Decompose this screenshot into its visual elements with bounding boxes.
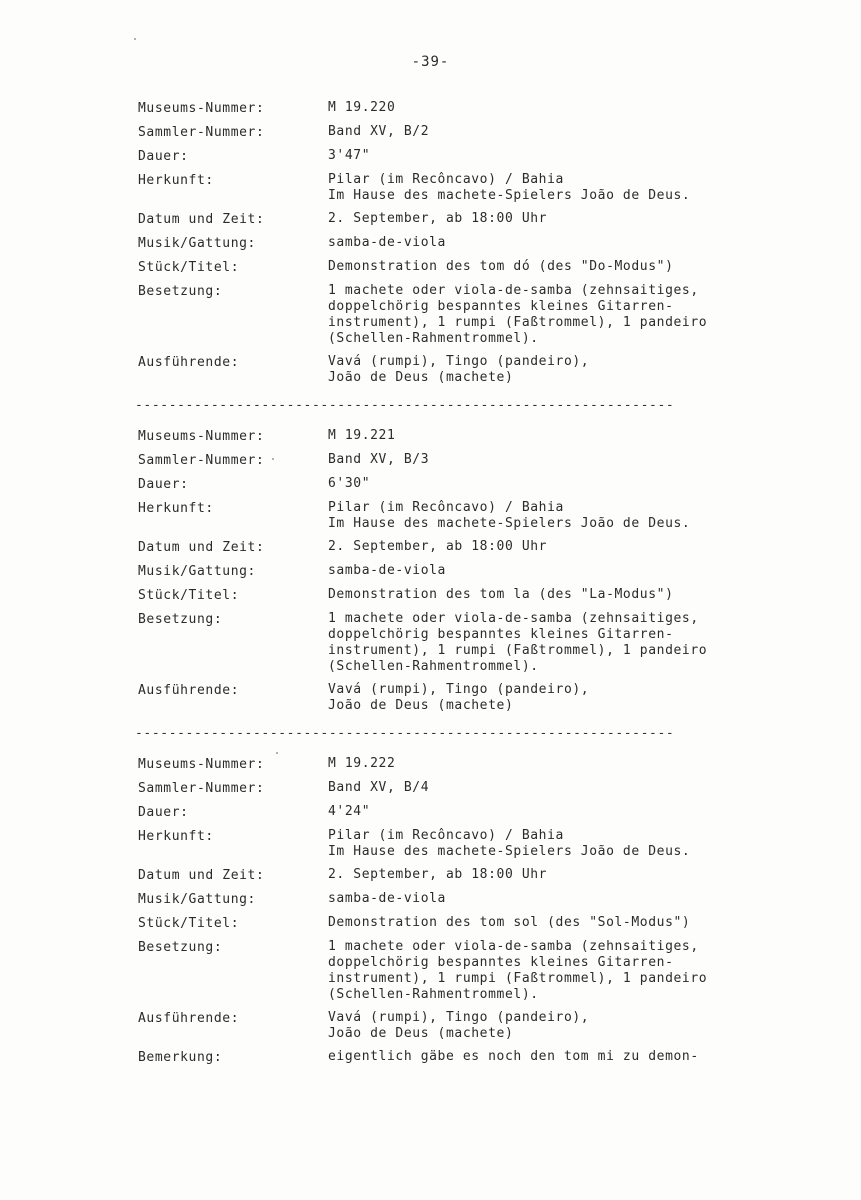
field-label: Musik/Gattung:: [138, 236, 256, 251]
sammler-nummer-value: Band XV, B/4: [328, 780, 430, 795]
besetzung-value: [328, 283, 818, 347]
field-row-besetzung: [138, 611, 818, 675]
field-label: Herkunft:: [138, 829, 214, 844]
sammler-nummer-value: Band XV, B/2: [328, 124, 430, 139]
besetzung-line: instrument), 1 rumpi (Faßtrommel), 1 pandeiro: [328, 643, 708, 658]
besetzung-line: (Schellen-Rahmentrommel).: [328, 331, 539, 346]
ausfuehrende-line: João de Deus (machete): [328, 1026, 514, 1041]
besetzung-line: doppelchörig bespanntes kleines Gitarren-: [328, 955, 674, 970]
herkunft-line: Im Hause des machete-Spielers João de Deus.: [328, 844, 691, 859]
ausfuehrende-value: [328, 682, 818, 714]
field-label: Datum und Zeit:: [138, 540, 265, 555]
besetzung-line: (Schellen-Rahmentrommel).: [328, 987, 539, 1002]
field-label: Museums-Nummer:: [138, 101, 265, 116]
field-row-stueck-titel: [138, 587, 818, 604]
datum-zeit-value: 2. September, ab 18:00 Uhr: [328, 211, 548, 226]
field-row-besetzung: [138, 283, 818, 347]
field-row-datum-zeit: [138, 867, 818, 884]
dauer-value: 4'24": [328, 804, 371, 819]
field-row-herkunft: [138, 828, 818, 860]
field-row-bemerkung: [138, 1049, 818, 1066]
herkunft-line: Pilar (im Recôncavo) / Bahia: [328, 500, 564, 515]
field-row-musik-gattung: [138, 563, 818, 580]
musik-gattung-value: samba-de-viola: [328, 563, 446, 578]
field-label: Besetzung:: [138, 284, 223, 299]
herkunft-value: [328, 828, 818, 860]
field-label: Besetzung:: [138, 940, 223, 955]
field-label: Sammler-Nummer:: [138, 453, 265, 468]
sammler-nummer-value: Band XV, B/3: [328, 452, 430, 467]
field-row-musik-gattung: [138, 891, 818, 908]
ausfuehrende-line: Vavá (rumpi), Tingo (pandeiro),: [328, 682, 590, 697]
field-row-dauer: [138, 148, 818, 165]
dauer-value: 3'47": [328, 148, 371, 163]
field-label: Stück/Titel:: [138, 260, 240, 275]
field-label: Herkunft:: [138, 501, 214, 516]
field-row-museums-nummer: [138, 100, 818, 117]
ausfuehrende-value: [328, 1010, 818, 1042]
catalog-entries: [135, 100, 818, 1073]
bemerkung-value: eigentlich gäbe es noch den tom mi zu demon-: [328, 1049, 699, 1064]
ausfuehrende-value: [328, 354, 818, 386]
field-row-museums-nummer: [138, 756, 818, 773]
field-label: Datum und Zeit:: [138, 868, 265, 883]
field-label: Museums-Nummer:: [138, 757, 265, 772]
besetzung-line: instrument), 1 rumpi (Faßtrommel), 1 pandeiro: [328, 971, 708, 986]
besetzung-line: doppelchörig bespanntes kleines Gitarren-: [328, 299, 674, 314]
besetzung-line: (Schellen-Rahmentrommel).: [328, 659, 539, 674]
field-row-sammler-nummer: [138, 124, 818, 141]
field-label: Musik/Gattung:: [138, 892, 256, 907]
field-row-herkunft: [138, 500, 818, 532]
field-label: Dauer:: [138, 149, 189, 164]
field-row-datum-zeit: [138, 539, 818, 556]
field-label: Musik/Gattung:: [138, 564, 256, 579]
herkunft-line: Im Hause des machete-Spielers João de Deus.: [328, 516, 691, 531]
besetzung-value: [328, 939, 818, 1003]
field-label: Museums-Nummer:: [138, 429, 265, 444]
herkunft-value: [328, 172, 818, 204]
field-row-sammler-nummer: [138, 780, 818, 797]
field-label: Stück/Titel:: [138, 916, 240, 931]
field-row-ausfuehrende: [138, 682, 818, 714]
ausfuehrende-line: Vavá (rumpi), Tingo (pandeiro),: [328, 1010, 590, 1025]
musik-gattung-value: samba-de-viola: [328, 235, 446, 250]
besetzung-line: 1 machete oder viola-de-samba (zehnsaitiges,: [328, 611, 699, 626]
dashed-separator: ----------------------------------------------------------------: [135, 726, 675, 741]
scan-speck: [134, 38, 136, 40]
field-row-sammler-nummer: [138, 452, 818, 469]
field-label: Sammler-Nummer:: [138, 125, 265, 140]
field-label: Datum und Zeit:: [138, 212, 265, 227]
besetzung-line: 1 machete oder viola-de-samba (zehnsaitiges,: [328, 939, 699, 954]
field-row-musik-gattung: [138, 235, 818, 252]
catalog-entry: [138, 428, 818, 714]
besetzung-value: [328, 611, 818, 675]
field-label: Stück/Titel:: [138, 588, 240, 603]
field-row-dauer: [138, 476, 818, 493]
herkunft-line: Im Hause des machete-Spielers João de Deus.: [328, 188, 691, 203]
field-label: Dauer:: [138, 805, 189, 820]
field-label: Ausführende:: [138, 355, 240, 370]
field-row-museums-nummer: [138, 428, 818, 445]
dashed-separator: ----------------------------------------------------------------: [135, 398, 675, 413]
catalog-entry: [138, 756, 818, 1066]
besetzung-line: 1 machete oder viola-de-samba (zehnsaitiges,: [328, 283, 699, 298]
field-label: Ausführende:: [138, 683, 240, 698]
field-row-herkunft: [138, 172, 818, 204]
besetzung-line: doppelchörig bespanntes kleines Gitarren-: [328, 627, 674, 642]
besetzung-line: instrument), 1 rumpi (Faßtrommel), 1 pandeiro: [328, 315, 708, 330]
herkunft-value: [328, 500, 818, 532]
scan-speck: [276, 752, 278, 754]
field-label: Herkunft:: [138, 173, 214, 188]
catalog-entry: [138, 100, 818, 386]
herkunft-line: Pilar (im Recôncavo) / Bahia: [328, 828, 564, 843]
ausfuehrende-line: Vavá (rumpi), Tingo (pandeiro),: [328, 354, 590, 369]
field-row-datum-zeit: [138, 211, 818, 228]
field-label: Besetzung:: [138, 612, 223, 627]
herkunft-line: Pilar (im Recôncavo) / Bahia: [328, 172, 564, 187]
stueck-titel-value: Demonstration des tom sol (des "Sol-Modus"): [328, 915, 691, 930]
field-label: Sammler-Nummer:: [138, 781, 265, 796]
scan-speck: [272, 458, 274, 460]
field-label: Ausführende:: [138, 1011, 240, 1026]
stueck-titel-value: Demonstration des tom dó (des "Do-Modus"): [328, 259, 674, 274]
museums-nummer-value: M 19.220: [328, 100, 396, 115]
field-row-ausfuehrende: [138, 1010, 818, 1042]
field-label: Dauer:: [138, 477, 189, 492]
stueck-titel-value: Demonstration des tom la (des "La-Modus"): [328, 587, 674, 602]
field-label: Bemerkung:: [138, 1050, 223, 1065]
museums-nummer-value: M 19.221: [328, 428, 396, 443]
datum-zeit-value: 2. September, ab 18:00 Uhr: [328, 539, 548, 554]
field-row-stueck-titel: [138, 915, 818, 932]
ausfuehrende-line: João de Deus (machete): [328, 370, 514, 385]
musik-gattung-value: samba-de-viola: [328, 891, 446, 906]
page-number: -39-: [411, 54, 450, 70]
field-row-dauer: [138, 804, 818, 821]
datum-zeit-value: 2. September, ab 18:00 Uhr: [328, 867, 548, 882]
ausfuehrende-line: João de Deus (machete): [328, 698, 514, 713]
field-row-besetzung: [138, 939, 818, 1003]
field-row-ausfuehrende: [138, 354, 818, 386]
dauer-value: 6'30": [328, 476, 371, 491]
field-row-stueck-titel: [138, 259, 818, 276]
museums-nummer-value: M 19.222: [328, 756, 396, 771]
